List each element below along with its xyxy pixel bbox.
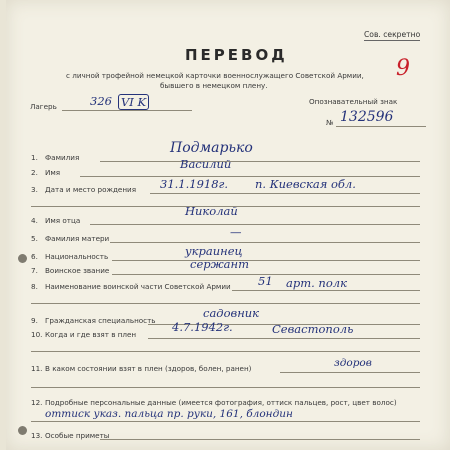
field-10-number: 10. — [31, 330, 43, 339]
field-3-number: 3. — [31, 185, 38, 194]
camp-underline — [62, 110, 192, 111]
field-10-value-date: 4.7.1942г. — [172, 320, 233, 334]
document-title: ПЕРЕВОД — [185, 46, 288, 64]
field-13-label: Особые приметы — [45, 431, 110, 440]
field-7-number: 7. — [31, 266, 38, 275]
field-13-line — [100, 439, 420, 440]
field-5-number: 5. — [31, 234, 38, 243]
field-10-value-place: Севастополь — [272, 322, 354, 336]
field-2-label: Имя — [45, 168, 61, 177]
field-5-label: Фамилия матери — [45, 234, 110, 243]
field-11-label: В каком состоянии взят в плен (здоров, болен, ранен) — [45, 364, 252, 373]
field-11-value: здоров — [334, 357, 372, 369]
field-1-label: Фамилия — [45, 153, 80, 162]
id-mark-prefix: № — [326, 118, 334, 127]
field-4-line — [90, 224, 420, 225]
field-4-label: Имя отца — [45, 216, 81, 225]
field-3-label: Дата и место рождения — [45, 185, 137, 194]
field-2-line — [80, 176, 420, 177]
field-8-number: 8. — [31, 282, 38, 291]
field-9-number: 9. — [31, 316, 38, 325]
field-9-value: садовник — [203, 306, 260, 320]
field-11-line — [280, 372, 420, 373]
subtitle-line-2: бывшего в немецком плену. — [160, 81, 268, 90]
field-8-value-number: 51 — [258, 274, 273, 288]
field-8-label: Наименование воинской части Советской Армии — [45, 282, 231, 291]
field-9-label: Гражданская специальность — [45, 316, 156, 325]
field-11-number: 11. — [31, 364, 43, 373]
field-6-value: украинец — [185, 244, 243, 258]
field-12-label: Подробные персональные данные (имеется фотография, оттиск пальцев, рост, цвет волос) — [45, 398, 397, 407]
id-mark-label: Опознавательный знак — [309, 97, 398, 106]
field-11-extra-line — [31, 387, 420, 388]
field-2-number: 2. — [31, 168, 38, 177]
field-1-value: Подмарько — [170, 140, 253, 156]
camp-value: 326 — [90, 94, 112, 108]
camp-label: Лагерь — [30, 102, 57, 111]
camp-value-boxed: VI K — [118, 94, 149, 110]
field-8-extra-line — [31, 303, 420, 304]
field-10-label: Когда и где взят в плен — [45, 330, 137, 339]
field-13-number: 13. — [31, 431, 43, 440]
field-1-line — [100, 161, 420, 162]
field-7-value: сержант — [190, 257, 250, 271]
field-2-value: Василий — [180, 157, 232, 171]
secret-label: Сов. секретно — [364, 30, 421, 39]
field-3-line — [150, 193, 420, 194]
field-8-line — [232, 290, 420, 291]
field-1-number: 1. — [31, 153, 38, 162]
field-10-line — [148, 338, 420, 339]
field-6-number: 6. — [31, 252, 38, 261]
field-3-value-date: 31.1.1918г. — [160, 177, 228, 191]
field-4-number: 4. — [31, 216, 38, 225]
id-mark-underline — [336, 126, 426, 127]
subtitle-line-1: с личной трофейной немецкой карточки военнослужащего Советской Армии, — [66, 71, 364, 80]
field-12-number: 12. — [31, 398, 43, 407]
field-12-line — [31, 421, 420, 422]
field-6-line — [112, 260, 420, 261]
field-8-value-unit: арт. полк — [286, 276, 347, 290]
id-mark-value: 132596 — [340, 109, 394, 125]
field-5-line — [110, 242, 420, 243]
punch-hole-lower — [18, 426, 27, 435]
red-number-mark: 9 — [396, 56, 410, 81]
punch-hole-upper — [18, 254, 27, 263]
field-12-value: оттиск указ. пальца пр. руки, 161, блондин — [45, 408, 293, 420]
field-7-label: Воинское звание — [45, 266, 110, 275]
field-5-value: — — [230, 225, 242, 239]
field-3-value-place: п. Киевская обл. — [255, 177, 356, 191]
field-10-extra-line — [31, 351, 420, 352]
field-6-label: Национальность — [45, 252, 109, 261]
document-sheet — [6, 0, 450, 450]
field-4-value: Николай — [185, 204, 238, 218]
